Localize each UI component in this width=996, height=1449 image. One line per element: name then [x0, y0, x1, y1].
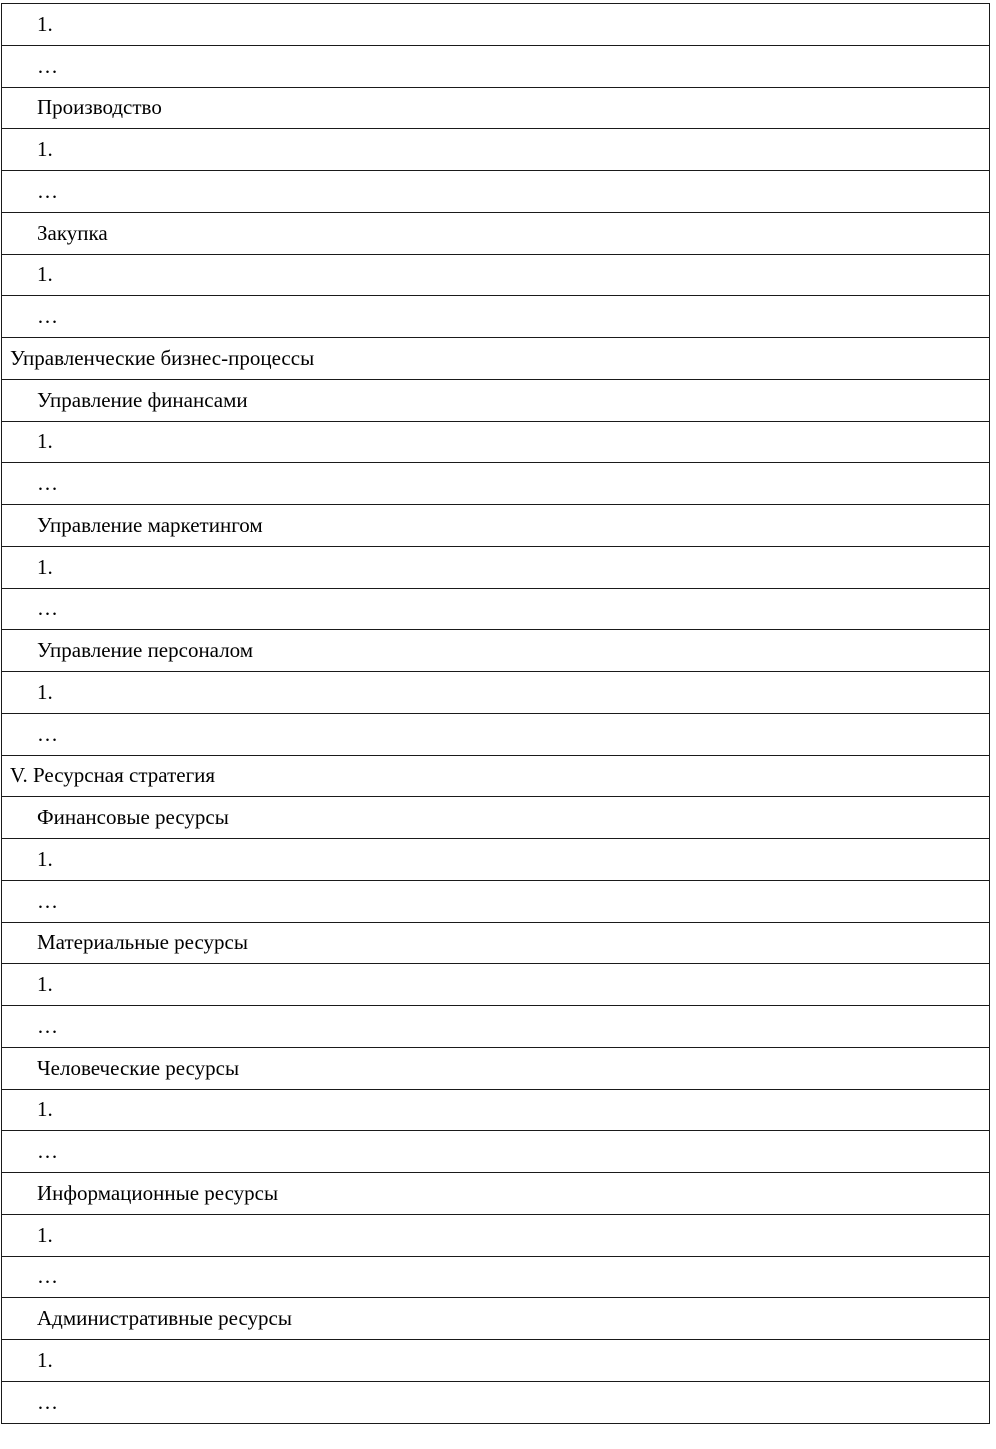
list-item-ellipsis: … — [2, 1256, 990, 1298]
list-item-number: 1. — [2, 254, 990, 296]
table-row — [2, 1298, 990, 1340]
subsection-heading: Материальные ресурсы — [2, 922, 990, 964]
subsection-heading: Управление маркетингом — [2, 505, 990, 547]
table-row — [2, 463, 990, 505]
table-row — [2, 964, 990, 1006]
table-row — [2, 129, 990, 171]
list-item-number: 1. — [2, 964, 990, 1006]
list-item-number: 1. — [2, 839, 990, 881]
table-row — [2, 797, 990, 839]
list-item-number: 1. — [2, 546, 990, 588]
list-item-ellipsis: … — [2, 880, 990, 922]
table-row — [2, 588, 990, 630]
subsection-heading: Производство — [2, 87, 990, 129]
table-row — [2, 1173, 990, 1215]
table-row — [2, 1214, 990, 1256]
list-item-ellipsis: … — [2, 463, 990, 505]
subsection-heading: Закупка — [2, 212, 990, 254]
table-row — [2, 338, 990, 380]
section-heading: V. Ресурсная стратегия — [2, 755, 990, 797]
subsection-heading: Человеческие ресурсы — [2, 1047, 990, 1089]
list-item-number: 1. — [2, 1340, 990, 1382]
table-row — [2, 421, 990, 463]
table-row — [2, 1006, 990, 1048]
table-body — [2, 4, 990, 1424]
table-row — [2, 546, 990, 588]
table-row — [2, 839, 990, 881]
subsection-heading: Финансовые ресурсы — [2, 797, 990, 839]
subsection-heading: Информационные ресурсы — [2, 1173, 990, 1215]
table-row — [2, 1089, 990, 1131]
table-row — [2, 1256, 990, 1298]
list-item-number: 1. — [2, 672, 990, 714]
list-item-number: 1. — [2, 129, 990, 171]
table-row — [2, 171, 990, 213]
list-item-ellipsis: … — [2, 296, 990, 338]
table-row — [2, 254, 990, 296]
list-item-ellipsis: … — [2, 171, 990, 213]
table-row — [2, 45, 990, 87]
table-row — [2, 630, 990, 672]
list-item-ellipsis: … — [2, 713, 990, 755]
list-item-number: 1. — [2, 1089, 990, 1131]
subsection-heading: Управление персоналом — [2, 630, 990, 672]
subsection-heading: Управление финансами — [2, 379, 990, 421]
table-row — [2, 505, 990, 547]
subsection-heading: Административные ресурсы — [2, 1298, 990, 1340]
table-row — [2, 713, 990, 755]
table-row — [2, 755, 990, 797]
table-row — [2, 4, 990, 46]
table-row — [2, 296, 990, 338]
list-item-number: 1. — [2, 4, 990, 46]
table-row — [2, 922, 990, 964]
table-row — [2, 212, 990, 254]
list-item-ellipsis: … — [2, 1006, 990, 1048]
list-item-ellipsis: … — [2, 588, 990, 630]
list-item-number: 1. — [2, 421, 990, 463]
table-row — [2, 1381, 990, 1423]
table-row — [2, 880, 990, 922]
table-row — [2, 1131, 990, 1173]
list-item-ellipsis: … — [2, 1381, 990, 1423]
table-row — [2, 672, 990, 714]
list-item-number: 1. — [2, 1214, 990, 1256]
list-item-ellipsis: … — [2, 1131, 990, 1173]
table-row — [2, 1047, 990, 1089]
table-row — [2, 87, 990, 129]
strategy-outline-table — [1, 3, 990, 1424]
table-row — [2, 379, 990, 421]
list-item-ellipsis: … — [2, 45, 990, 87]
table-row — [2, 1340, 990, 1382]
section-heading: Управленческие бизнес-процессы — [2, 338, 990, 380]
